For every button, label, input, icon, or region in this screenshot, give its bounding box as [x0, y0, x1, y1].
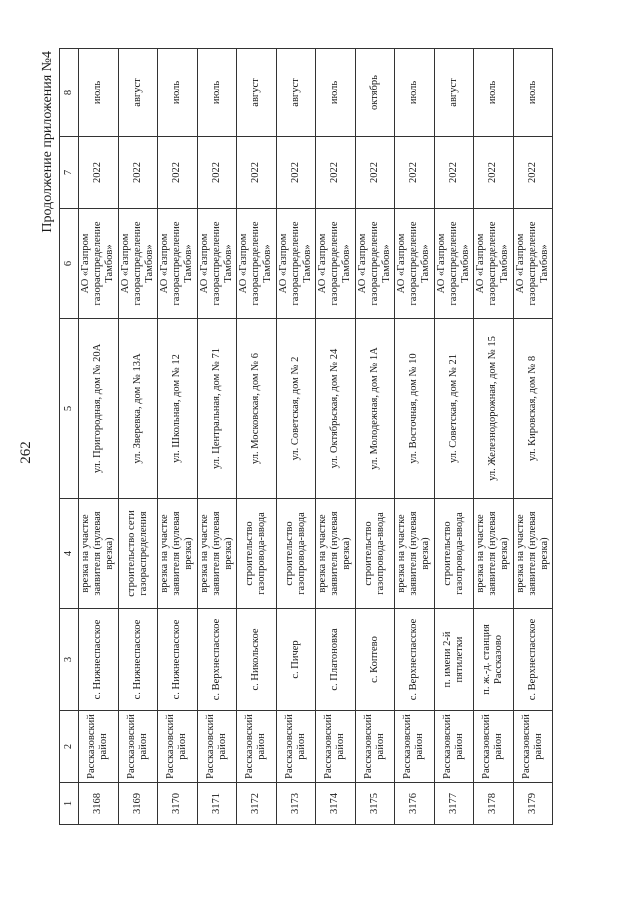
- work-type-cell: врезка на участке заявителя (нулевая врезка): [474, 499, 514, 609]
- address-cell: ул. Московская, дом № 6: [237, 319, 277, 499]
- table-row: [197, 49, 237, 825]
- organization-cell: АО «Газпром газораспределение Тамбов»: [118, 209, 158, 319]
- month-cell: август: [276, 49, 316, 137]
- year-cell: 2022: [276, 137, 316, 209]
- page-number: 262: [18, 441, 34, 464]
- locality-cell: с. Верхнеспасское: [513, 609, 553, 711]
- column-header: 6: [60, 209, 79, 319]
- column-header: 4: [60, 499, 79, 609]
- district-cell: Рассказовский район: [395, 711, 435, 783]
- district-cell: Рассказовский район: [276, 711, 316, 783]
- work-type-cell: врезка на участке заявителя (нулевая врезка): [513, 499, 553, 609]
- address-cell: ул. Молодежная, дом № 1А: [355, 319, 395, 499]
- locality-cell: с. Нижнеспасское: [158, 609, 198, 711]
- month-cell: июль: [79, 49, 119, 137]
- district-cell: Рассказовский район: [237, 711, 277, 783]
- organization-cell: АО «Газпром газораспределение Тамбов»: [513, 209, 553, 319]
- organization-cell: АО «Газпром газораспределение Тамбов»: [355, 209, 395, 319]
- table-row: [355, 49, 395, 825]
- district-cell: Рассказовский район: [434, 711, 474, 783]
- district-cell: Рассказовский район: [79, 711, 119, 783]
- organization-cell: АО «Газпром газораспределение Тамбов»: [197, 209, 237, 319]
- month-cell: июль: [513, 49, 553, 137]
- month-cell: июль: [158, 49, 198, 137]
- year-cell: 2022: [395, 137, 435, 209]
- table-row: [474, 49, 514, 825]
- year-cell: 2022: [237, 137, 277, 209]
- row-number-cell: 3177: [434, 783, 474, 825]
- month-cell: июль: [474, 49, 514, 137]
- locality-cell: с. Пичер: [276, 609, 316, 711]
- work-type-cell: строительство газопровода-ввода: [355, 499, 395, 609]
- year-cell: 2022: [474, 137, 514, 209]
- address-cell: ул. Центральная, дом № 71: [197, 319, 237, 499]
- address-cell: ул. Школьная, дом № 12: [158, 319, 198, 499]
- column-header: 1: [60, 783, 79, 825]
- year-cell: 2022: [79, 137, 119, 209]
- locality-cell: с. Коптево: [355, 609, 395, 711]
- organization-cell: АО «Газпром газораспределение Тамбов»: [474, 209, 514, 319]
- column-header: 3: [60, 609, 79, 711]
- table-row: [158, 49, 198, 825]
- locality-cell: с. Нижнеспасское: [118, 609, 158, 711]
- month-cell: июль: [197, 49, 237, 137]
- address-cell: ул. Советская, дом № 21: [434, 319, 474, 499]
- address-cell: ул. Железнодорожная, дом № 15: [474, 319, 514, 499]
- row-number-cell: 3169: [118, 783, 158, 825]
- row-number-cell: 3172: [237, 783, 277, 825]
- table-row: [316, 49, 356, 825]
- year-cell: 2022: [434, 137, 474, 209]
- work-type-cell: строительство газопровода-ввода: [237, 499, 277, 609]
- year-cell: 2022: [513, 137, 553, 209]
- work-type-cell: строительство газопровода-ввода: [276, 499, 316, 609]
- work-type-cell: врезка на участке заявителя (нулевая врезка): [316, 499, 356, 609]
- row-number-cell: 3178: [474, 783, 514, 825]
- address-cell: ул. Пригородная, дом № 20А: [79, 319, 119, 499]
- row-number-cell: 3171: [197, 783, 237, 825]
- column-header: 7: [60, 137, 79, 209]
- district-cell: Рассказовский район: [197, 711, 237, 783]
- district-cell: Рассказовский район: [158, 711, 198, 783]
- address-cell: ул. Восточная, дом № 10: [395, 319, 435, 499]
- row-number-cell: 3179: [513, 783, 553, 825]
- locality-cell: с. Верхнеспасское: [395, 609, 435, 711]
- column-header: 2: [60, 711, 79, 783]
- row-number-cell: 3170: [158, 783, 198, 825]
- district-cell: Рассказовский район: [118, 711, 158, 783]
- year-cell: 2022: [197, 137, 237, 209]
- district-cell: Рассказовский район: [316, 711, 356, 783]
- work-type-cell: строительство сети газораспределения: [118, 499, 158, 609]
- month-cell: июль: [395, 49, 435, 137]
- address-cell: ул. Советская, дом № 2: [276, 319, 316, 499]
- organization-cell: АО «Газпром газораспределение Тамбов»: [237, 209, 277, 319]
- work-type-cell: строительство газопровода-ввода: [434, 499, 474, 609]
- row-number-cell: 3173: [276, 783, 316, 825]
- work-type-cell: врезка на участке заявителя (нулевая врезка): [395, 499, 435, 609]
- month-cell: июль: [316, 49, 356, 137]
- row-number-cell: 3174: [316, 783, 356, 825]
- year-cell: 2022: [316, 137, 356, 209]
- address-cell: ул. Кировская, дом № 8: [513, 319, 553, 499]
- year-cell: 2022: [158, 137, 198, 209]
- locality-cell: с. Никольское: [237, 609, 277, 711]
- address-cell: ул. Зверевка, дом № 13А: [118, 319, 158, 499]
- table-row: [276, 49, 316, 825]
- address-cell: ул. Октябрьская, дом № 24: [316, 319, 356, 499]
- locality-cell: с. Верхнеспасское: [197, 609, 237, 711]
- month-cell: август: [237, 49, 277, 137]
- district-cell: Рассказовский район: [355, 711, 395, 783]
- table-row: [237, 49, 277, 825]
- continuation-title: Продолжение приложения №4: [40, 51, 55, 233]
- work-type-cell: врезка на участке заявителя (нулевая врезка): [79, 499, 119, 609]
- row-number-cell: 3168: [79, 783, 119, 825]
- district-cell: Рассказовский район: [513, 711, 553, 783]
- column-header: 8: [60, 49, 79, 137]
- organization-cell: АО «Газпром газораспределение Тамбов»: [395, 209, 435, 319]
- appendix-table: [59, 48, 553, 825]
- locality-cell: с. Платоновка: [316, 609, 356, 711]
- year-cell: 2022: [118, 137, 158, 209]
- row-number-cell: 3176: [395, 783, 435, 825]
- table-row: [118, 49, 158, 825]
- locality-cell: п. ж.-д. станция Рассказово: [474, 609, 514, 711]
- column-header: 5: [60, 319, 79, 499]
- table-row: [434, 49, 474, 825]
- table-row: [395, 49, 435, 825]
- header-row: [60, 49, 79, 825]
- table-row: [513, 49, 553, 825]
- work-type-cell: врезка на участке заявителя (нулевая врезка): [197, 499, 237, 609]
- row-number-cell: 3175: [355, 783, 395, 825]
- district-cell: Рассказовский район: [474, 711, 514, 783]
- organization-cell: АО «Газпром газораспределение Тамбов»: [434, 209, 474, 319]
- locality-cell: п. имени 2-й пятилетки: [434, 609, 474, 711]
- organization-cell: АО «Газпром газораспределение Тамбов»: [276, 209, 316, 319]
- year-cell: 2022: [355, 137, 395, 209]
- organization-cell: АО «Газпром газораспределение Тамбов»: [316, 209, 356, 319]
- locality-cell: с. Нижнеспасское: [79, 609, 119, 711]
- table-row: [79, 49, 119, 825]
- organization-cell: АО «Газпром газораспределение Тамбов»: [158, 209, 198, 319]
- table-body: [60, 49, 553, 825]
- month-cell: октябрь: [355, 49, 395, 137]
- month-cell: август: [434, 49, 474, 137]
- month-cell: август: [118, 49, 158, 137]
- organization-cell: АО «Газпром газораспределение Тамбов»: [79, 209, 119, 319]
- work-type-cell: врезка на участке заявителя (нулевая врезка): [158, 499, 198, 609]
